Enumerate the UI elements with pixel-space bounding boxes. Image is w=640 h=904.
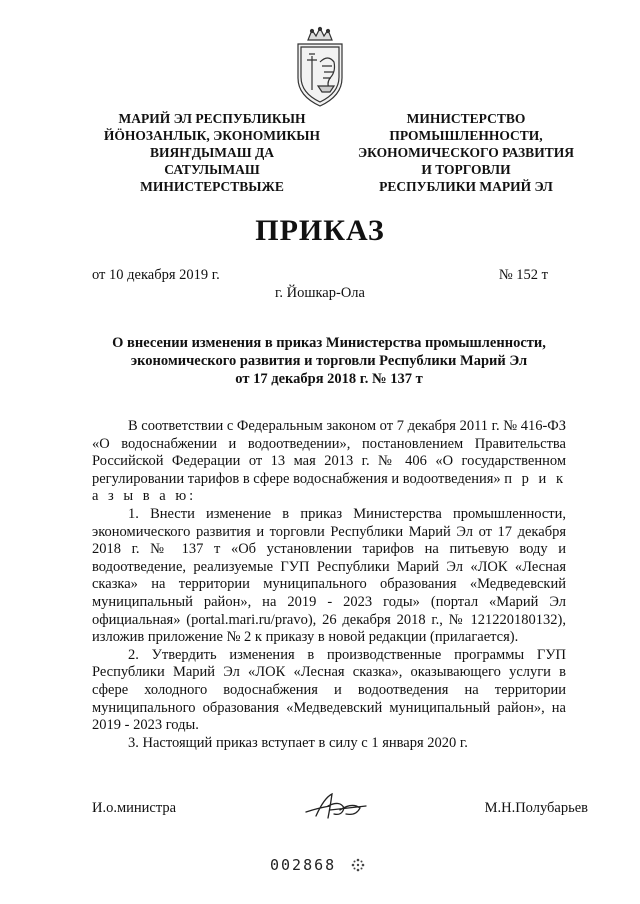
coat-of-arms-icon bbox=[290, 26, 350, 108]
header-left-line: МИНИСТЕРСТВЫЖЕ bbox=[140, 179, 284, 194]
header-left-line: МАРИЙ ЭЛ РЕСПУБЛИКЫН bbox=[118, 111, 306, 126]
header-right-line: ЭКОНОМИЧЕСКОГО РАЗВИТИЯ bbox=[358, 145, 574, 160]
signatory-position: И.о.министра bbox=[92, 800, 177, 816]
document-body bbox=[92, 418, 566, 752]
ornament-icon bbox=[350, 857, 366, 873]
orders-word: п р и к а з ы в а ю: bbox=[92, 470, 566, 505]
header-right-line: МИНИСТЕРСТВО bbox=[406, 111, 526, 126]
header-left-line: ЙÖНОЗАНЛЫК, ЭКОНОМИКЫН bbox=[103, 128, 321, 143]
item-2-paragraph: 2. Утвердить изменения в производственные программы ГУП Республики Марий Эл «ЛОК «Лесная сказка», оказывающего услуги в сфере холодного водоснабжения и водоотведения на территории муниципального образования «Медведевский муниципальный район», на 2019 - 2023 годы. bbox=[92, 646, 566, 734]
signatory-name: М.Н.Полубарьев bbox=[484, 800, 588, 816]
intro-paragraph bbox=[92, 418, 566, 506]
header-left-line: САТУЛЫМАШ bbox=[164, 162, 260, 177]
subject-line: О внесении изменения в приказ Министерства промышленности, bbox=[112, 335, 546, 351]
document-serial-number: 002868 bbox=[270, 856, 337, 874]
header-right-line: РЕСПУБЛИКИ МАРИЙ ЭЛ bbox=[379, 179, 553, 194]
subject-line: экономического развития и торговли Республики Марий Эл bbox=[130, 353, 528, 369]
header-left-mari bbox=[88, 110, 336, 195]
item-1-paragraph: 1. Внести изменение в приказ Министерства промышленности, экономического развития и торговли Республики Марий Эл от 17 декабря 2018 г. № 137 т «Об установлении тарифов на питьевую воду и водоотведение, реализуемые ГУП Республики Марий Эл «ЛОК «Лесная сказка» на территории муниципального образования «Медведевский муниципальный район», на 2019 - 2023 годы» (портал «Марий Эл официальная» (portal.mari.ru/pravo), 26 декабря 2018 г., № 121220180132), изложив приложение № 2 к приказу в новой редакции (прилагается). bbox=[92, 505, 566, 646]
document-subject bbox=[92, 334, 566, 388]
document-title: ПРИКАЗ bbox=[255, 214, 385, 247]
header-right-russian bbox=[340, 110, 592, 195]
handwritten-signature-icon bbox=[300, 786, 372, 826]
header-right-line: ПРОМЫШЛЕННОСТИ, bbox=[389, 128, 543, 143]
subject-line: от 17 декабря 2018 г. № 137 т bbox=[235, 371, 423, 387]
intro-text: В соответствии с Федеральным законом от 7 декабря 2011 г. № 416-ФЗ «О водоснабжении и водоотведении», постановлением Правительства Российской Федерации от 13 мая 2013 г. № 406 «О государственном регулировании тарифов в сфере водоснабжения и водоотведения» bbox=[92, 418, 566, 487]
document-number: № 152 т bbox=[498, 267, 548, 283]
document-city: г. Йошкар-Ола bbox=[275, 285, 365, 301]
document-date: от 10 декабря 2019 г. bbox=[92, 267, 220, 283]
header-right-line: И ТОРГОВЛИ bbox=[421, 162, 511, 177]
item-3-paragraph: 3. Настоящий приказ вступает в силу с 1 января 2020 г. bbox=[128, 734, 468, 751]
header-left-line: ВИЯҤДЫМАШ ДА bbox=[150, 145, 274, 160]
